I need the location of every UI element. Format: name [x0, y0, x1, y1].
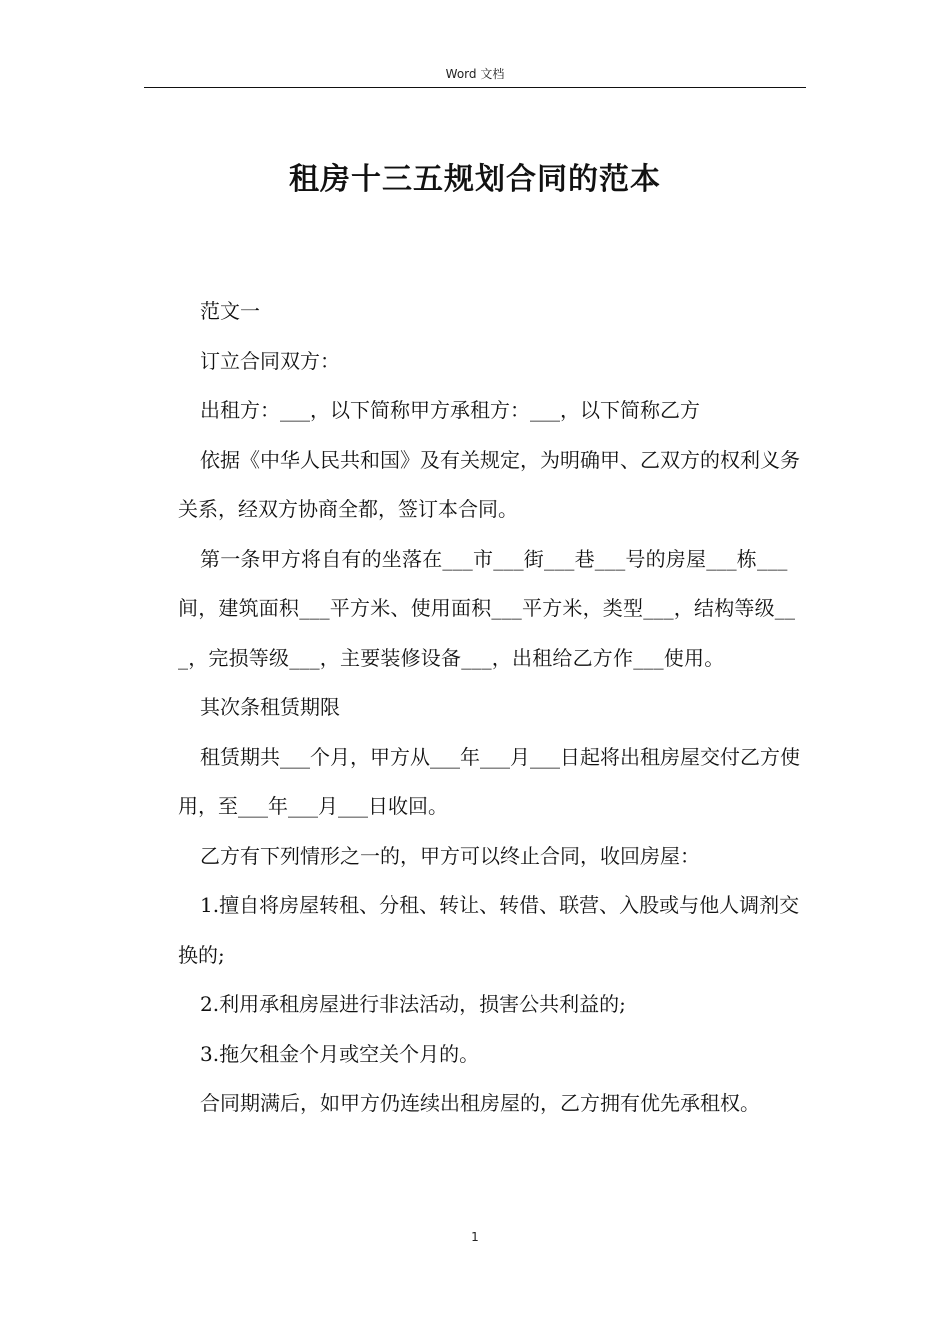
- paragraph: 出租方：___，以下简称甲方承租方：___，以下简称乙方: [200, 398, 700, 422]
- paragraph: 范文一: [200, 299, 260, 323]
- header-divider: [144, 87, 806, 88]
- paragraph: 依据《中华人民共和国》及有关规定，为明确甲、乙双方的权利义务关系，经双方协商全都，签订本合同。: [178, 447, 800, 521]
- document-body: [178, 287, 808, 1129]
- page-header: Word 文档: [445, 67, 505, 81]
- paragraph: 第一条甲方将自有的坐落在___市___街___巷___号的房屋___栋___间，建筑面积___平方米、使用面积___平方米，类型___，结构等级___，完损等级___，主要装修设备___，出租给乙方作___使用。: [178, 546, 796, 670]
- paragraph: 其次条租赁期限: [200, 695, 340, 719]
- paragraph: 租赁期共___个月，甲方从___年___月___日起将出租房屋交付乙方使用，至___年___月___日收回。: [178, 744, 800, 818]
- paragraph: 2.利用承租房屋进行非法活动，损害公共利益的;: [200, 992, 626, 1016]
- paragraph: 乙方有下列情形之一的，甲方可以终止合同，收回房屋：: [200, 843, 700, 868]
- paragraph: 3.拖欠租金个月或空关个月的。: [200, 1041, 480, 1066]
- paragraph: 订立合同双方：: [200, 348, 340, 373]
- paragraph: 1.擅自将房屋转租、分租、转让、转借、联营、入股或与他人调剂交换的;: [178, 893, 800, 967]
- page-number: 1: [471, 1230, 479, 1244]
- document-title: 租房十三五规划合同的范本: [289, 162, 661, 197]
- paragraph: 合同期满后，如甲方仍连续出租房屋的，乙方拥有优先承租权。: [200, 1091, 760, 1115]
